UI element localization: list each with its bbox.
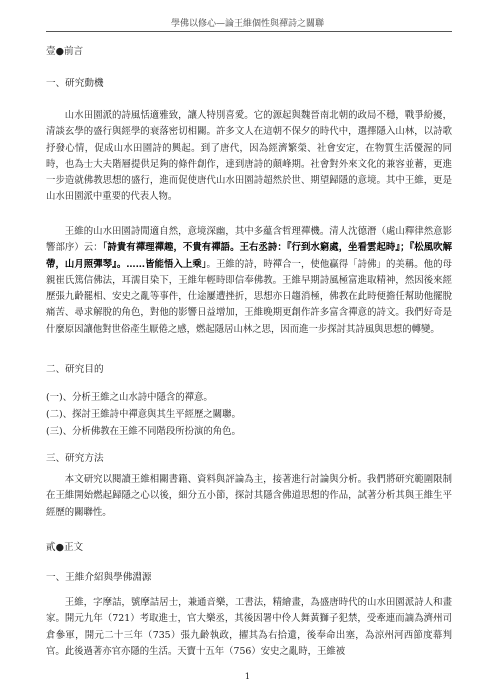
subsection-heading-motivation: 一、研究動機 bbox=[46, 78, 104, 89]
running-header: 學佛以修心—論王維個性與禪詩之關聯 bbox=[170, 19, 324, 29]
header-rule bbox=[46, 31, 452, 32]
subsection-heading-method: 三、研究方法 bbox=[46, 453, 104, 464]
paragraph-method: 本文研究以閱讀王維相關書籍、資料與評論為主，接著進行討論與分析。我們將研究範圍限制在王維開始燃起歸隱之心以後，細分五小節，探討其隱含佛道思想的作品，試著分析其與王維生平經歷的關聯性。 bbox=[46, 474, 452, 518]
list-item: (二)、探討王維詩中禪意與其生平經歷之關聯。 bbox=[46, 409, 241, 420]
paragraph-motivation-2 bbox=[46, 224, 452, 338]
paragraph-text: 。王維的詩，時禪合一，使他贏得「詩佛」的美稱。他的母親崔氏篤信佛法，耳濡目染下，王維年輕時即信奉佛教。王維早期詩風極富進取精神，然因後來經歷張九齡罷相、安史之亂等事件，仕途屢遭挫折，思想亦日趨消極，佛教在此時便擔任幫助他擺脫痛苦、尋求解脫的角色，對他的影響日益增加，王維晚期更創作許多富含禪意的詩文。我們好奇是什麼原因讓他對世俗產生厭倦之感，燃起隱居山林之思，因而進一步探討其詩風與思想的轉變。 bbox=[46, 258, 452, 335]
section-heading-preface: 壹●前言 bbox=[46, 46, 84, 57]
quotation-bold: 「詩貴有禪理禪趣，不貴有禪語。王右丞詩：『行到水窮處，坐看雲起時』；『松風吹解帶，山月照彈琴』。……皆能悟入上乘」 bbox=[46, 242, 452, 270]
paragraph-text: 王維的山水田園詩閒適自然，意境深幽，其中多蘊含哲理禪機。清人沈德潛（處山釋律然意影響部序）云： bbox=[46, 226, 452, 254]
list-item: (三)、分析佛教在王維不同階段所扮演的角色。 bbox=[46, 426, 241, 437]
page-number: 1 bbox=[244, 672, 251, 682]
subsection-heading-purpose: 二、研究目的 bbox=[46, 364, 104, 375]
subsection-heading-introduction: 一、王維介紹與學佛淵源 bbox=[46, 572, 152, 583]
paragraph-motivation-1: 山水田園派的詩風恬適雅致，讓人特別喜愛。它的源起與魏晉南北朝的政局不穩，戰爭紛擾，清談玄學的盛行與經學的衰落密切相關。許多文人在這朝不保夕的時代中，選擇隱入山林，以詩歌抒發心情，促成山水田園詩的興起。到了唐代，因為經濟繁榮、社會安定，在物質生活優渥的同時，也為士大夫階層提供足夠的條件創作，達到唐詩的顛峰期。社會對外來文化的兼容並蓄，更進一步造就佛教思想的盛行，進而促使唐代山水田園詩超然於世、期望歸隱的意境。其中王維，更是山水田園派中重要的代表人物。 bbox=[46, 110, 452, 203]
purpose-list bbox=[46, 389, 452, 440]
section-heading-body: 貳●正文 bbox=[46, 542, 84, 553]
paragraph-introduction: 王維，字摩詰，號摩詰居士，兼通音樂，工書法，精繪畫，為盛唐時代的山水田園派詩人和畫家。開元九年（721）考取進士，官大樂丞，其後因署中伶人舞黃獅子犯禁，受牽連而謫為濟州司倉參軍，開元二十三年（735）張九齡執政，擢其為右拾遺，後奉命出塞，為涼州河西節度幕判官。此後過著亦官亦隱的生活。天寶十五年（756）安史之亂時，王維被 bbox=[46, 597, 452, 657]
list-item: (一)、分析王維之山水詩中隱含的禪意。 bbox=[46, 392, 213, 403]
